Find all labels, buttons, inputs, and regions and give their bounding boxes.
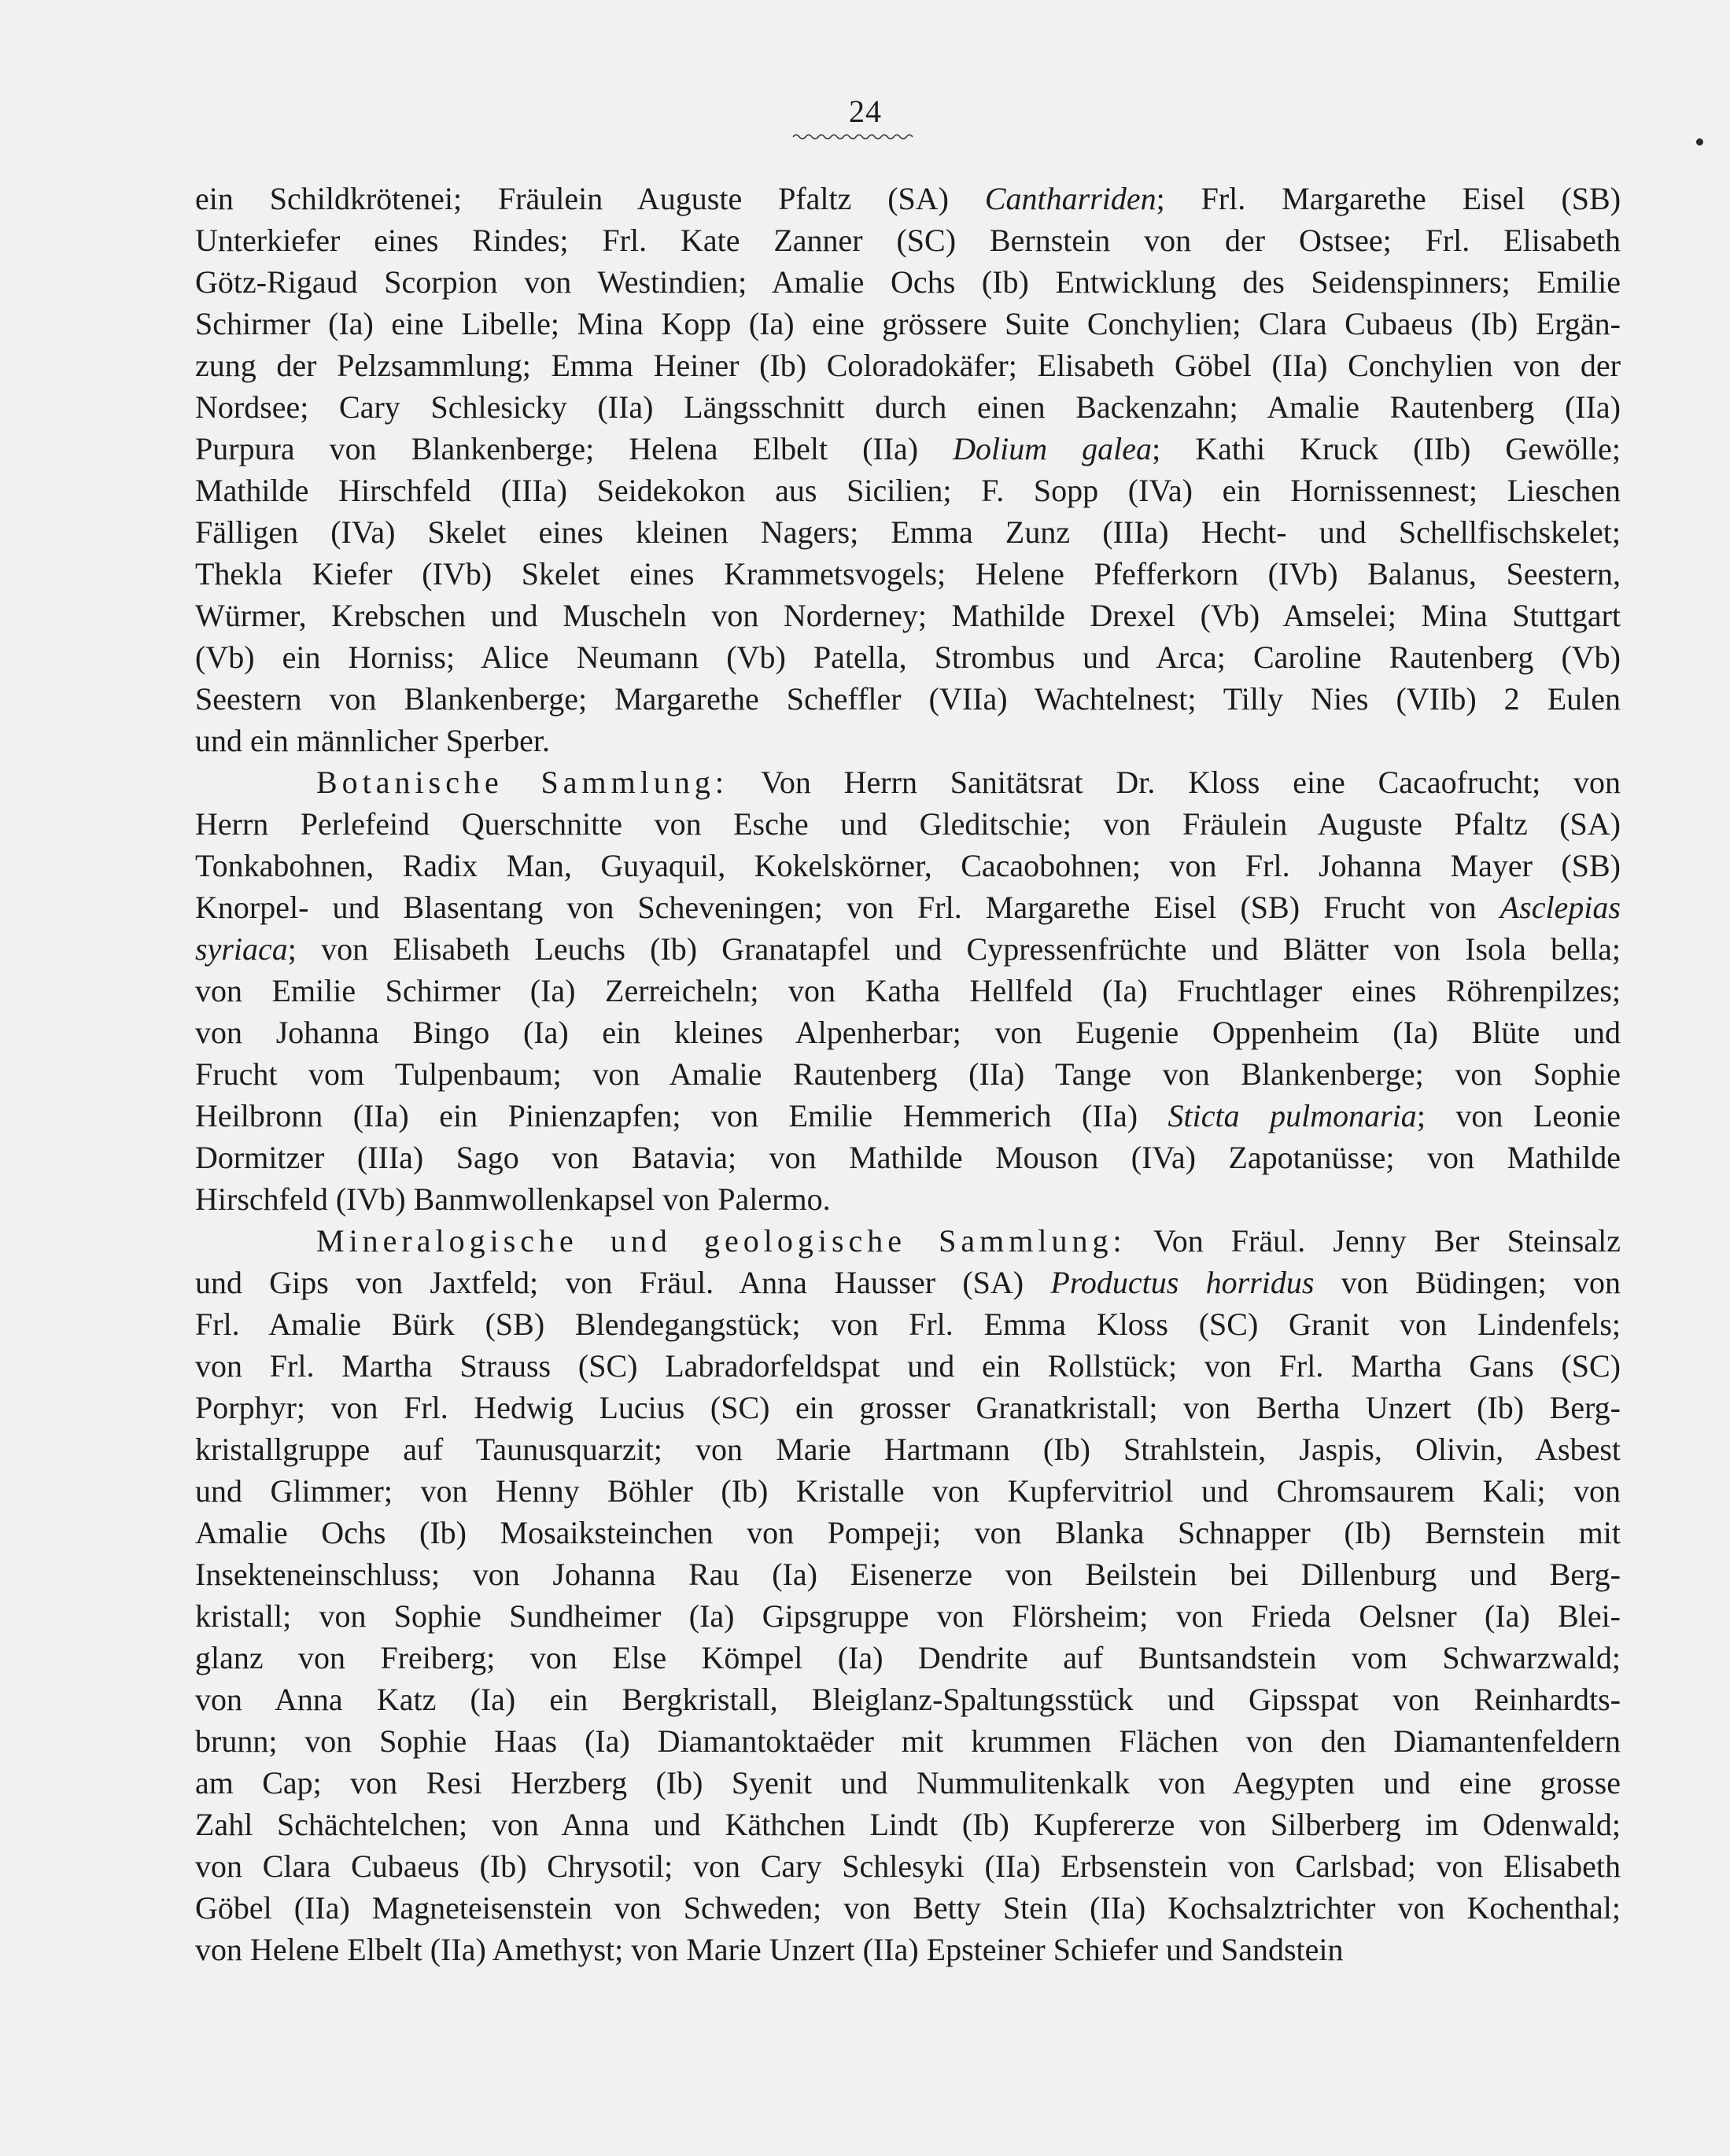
text-run: Würmer, Krebschen und Muscheln von Norderney; Mathilde Drexel (Vb) Amselei; Mina Stuttgart: [195, 598, 1621, 633]
text-line: [195, 1762, 1621, 1804]
text-run: Hirschfeld (IVb) Banmwollenkapsel von Palermo.: [195, 1181, 831, 1217]
text-line: [195, 386, 1621, 428]
text-run: ; von Elisabeth Leuchs (Ib) Granatapfel und Cypressenfrüchte und Blätter von Isola bella;: [287, 931, 1621, 967]
text-run: von Johanna Bingo (Ia) ein kleines Alpenherbar; von Eugenie Oppenheim (Ia) Blüte und: [195, 1015, 1621, 1050]
text-run: Schirmer (Ia) eine Libelle; Mina Kopp (Ia) eine grössere Suite Conchylien; Clara Cubaeus (Ib) Ergän-: [195, 306, 1621, 341]
text-run: Purpura von Blankenberge; Helena Elbelt (IIa): [195, 431, 954, 466]
text-line: [195, 219, 1621, 261]
text-run: kristallgruppe auf Taunusquarzit; von Marie Hartmann (Ib) Strahlstein, Jaspis, Olivin, Asbest: [195, 1432, 1621, 1467]
text-run: Unterkiefer eines Rindes; Frl. Kate Zanner (SC) Bernstein von der Ostsee; Frl. Elisabeth: [195, 223, 1621, 258]
text-line: [195, 1679, 1621, 1720]
text-line: [195, 1887, 1621, 1929]
text-run: Von Fräul. Jenny Ber Steinsalz: [1126, 1223, 1621, 1259]
text-run: Herrn Perlefeind Querschnitte von Esche und Gleditschie; von Fräulein Auguste Pfaltz (SA): [195, 806, 1621, 842]
text-line: [195, 261, 1621, 303]
text-line: [195, 970, 1621, 1012]
section-heading: Botanische Sammlung:: [316, 765, 729, 800]
italic-term: Cantharriden: [984, 181, 1156, 216]
text-run: Thekla Kiefer (IVb) Skelet eines Krammetsvogels; Helene Pfefferkorn (IVb) Balanus, Seestern,: [195, 556, 1621, 592]
text-line: [195, 1095, 1621, 1137]
italic-term: Sticta pulmonaria: [1167, 1098, 1417, 1133]
text-line: [195, 303, 1621, 345]
text-run: Dormitzer (IIIa) Sago von Batavia; von Mathilde Mouson (IVa) Zapotanüsse; von Mathilde: [195, 1140, 1621, 1175]
italic-term: Asclepias: [1499, 890, 1621, 925]
text-line: [195, 1595, 1621, 1637]
text-run: Porphyr; von Frl. Hedwig Lucius (SC) ein grosser Granatkristall; von Bertha Unzert (Ib) Berg-: [195, 1390, 1621, 1425]
italic-term: syriaca: [195, 931, 288, 967]
italic-term: Dolium galea: [953, 431, 1153, 466]
text-line: [195, 928, 1621, 970]
page-number-ornament: [793, 132, 913, 142]
text-line: [195, 470, 1621, 511]
text-run: Frl. Amalie Bürk (SB) Blendegangstück; von Frl. Emma Kloss (SC) Granit von Lindenfels;: [195, 1306, 1621, 1342]
text-run: glanz von Freiberg; von Else Kömpel (Ia) Dendrite auf Buntsandstein vom Schwarzwald;: [195, 1640, 1621, 1675]
text-line: [195, 345, 1621, 386]
text-run: und Gips von Jaxtfeld; von Fräul. Anna Hausser (SA): [195, 1265, 1051, 1300]
italic-term: Productus horridus: [1050, 1265, 1315, 1300]
text-run: von Büdingen; von: [1314, 1265, 1621, 1300]
body-text: [195, 178, 1621, 1970]
text-run: Mathilde Hirschfeld (IIIa) Seidekokon aus Sicilien; F. Sopp (IVa) ein Hornissennest; Lieschen: [195, 473, 1621, 508]
text-line: [195, 886, 1621, 928]
text-line: [195, 1345, 1621, 1387]
text-run: und Glimmer; von Henny Böhler (Ib) Kristalle von Kupfervitriol und Chromsaurem Kali; von: [195, 1473, 1621, 1509]
text-run: von Helene Elbelt (IIa) Amethyst; von Marie Unzert (IIa) Epsteiner Schiefer und Sandstein: [195, 1932, 1344, 1967]
text-line: [195, 803, 1621, 845]
text-run: Knorpel- und Blasentang von Scheveningen; von Frl. Margarethe Eisel (SB) Frucht von: [195, 890, 1500, 925]
text-run: Heilbronn (IIa) ein Pinienzapfen; von Emilie Hemmerich (IIa): [195, 1098, 1168, 1133]
text-run: und ein männlicher Sperber.: [195, 723, 550, 758]
text-line: [195, 1220, 1621, 1262]
text-line: [195, 1845, 1621, 1887]
text-line: [195, 1929, 1621, 1970]
text-run: Amalie Ochs (Ib) Mosaiksteinchen von Pompeji; von Blanka Schnapper (Ib) Bernstein mit: [195, 1515, 1621, 1550]
text-line: [195, 1720, 1621, 1762]
text-line: [195, 1053, 1621, 1095]
print-speck: [1696, 138, 1703, 146]
text-line: [195, 1637, 1621, 1679]
text-line: [195, 1428, 1621, 1470]
text-run: von Frl. Martha Strauss (SC) Labradorfeldspat und ein Rollstück; von Frl. Martha Gans (SC): [195, 1348, 1621, 1384]
text-line: [195, 511, 1621, 553]
text-line: [195, 1262, 1621, 1303]
text-run: Zahl Schächtelchen; von Anna und Käthchen Lindt (Ib) Kupfererze von Silberberg im Odenwald;: [195, 1807, 1621, 1842]
text-line: [195, 1303, 1621, 1345]
text-line: [195, 178, 1621, 219]
text-line: [195, 553, 1621, 595]
text-run: ; von Leonie: [1416, 1098, 1621, 1133]
text-run: brunn; von Sophie Haas (Ia) Diamantoktaëder mit krummen Flächen von den Diamantenfeldern: [195, 1723, 1621, 1759]
page-number: 24: [849, 94, 882, 129]
text-run: Göbel (IIa) Magneteisenstein von Schweden; von Betty Stein (IIa) Kochsalztrichter von Kochenthal;: [195, 1890, 1621, 1926]
text-line: [195, 1512, 1621, 1553]
text-line: [195, 1137, 1621, 1178]
text-run: kristall; von Sophie Sundheimer (Ia) Gipsgruppe von Flörsheim; von Frieda Oelsner (Ia) Blei-: [195, 1598, 1621, 1634]
text-run: Insekteneinschluss; von Johanna Rau (Ia) Eisenerze von Beilstein bei Dillenburg und Berg-: [195, 1557, 1621, 1592]
text-run: Fälligen (IVa) Skelet eines kleinen Nagers; Emma Zunz (IIIa) Hecht- und Schellfischskelet;: [195, 514, 1621, 550]
section-heading: Mineralogische und geologische Sammlung:: [316, 1223, 1127, 1259]
text-run: ; Frl. Margarethe Eisel (SB): [1156, 181, 1621, 216]
text-line: [195, 428, 1621, 470]
text-line: [195, 595, 1621, 636]
text-line: [195, 636, 1621, 678]
paragraph: [195, 178, 1621, 761]
text-line: [195, 1470, 1621, 1512]
paragraph: [195, 761, 1621, 1220]
text-run: (Vb) ein Horniss; Alice Neumann (Vb) Patella, Strombus und Arca; Caroline Rautenberg (Vb): [195, 639, 1621, 675]
paragraph: [195, 1220, 1621, 1970]
text-run: Von Herrn Sanitätsrat Dr. Kloss eine Cacaofrucht; von: [729, 765, 1621, 800]
text-line: [195, 1804, 1621, 1845]
text-run: am Cap; von Resi Herzberg (Ib) Syenit und Nummulitenkalk von Aegypten und eine grosse: [195, 1765, 1621, 1800]
text-run: Götz-Rigaud Scorpion von Westindien; Amalie Ochs (Ib) Entwicklung des Seidenspinners; Emilie: [195, 264, 1621, 300]
text-line: [195, 1553, 1621, 1595]
text-line: [195, 678, 1621, 720]
text-line: [195, 761, 1621, 803]
text-run: Nordsee; Cary Schlesicky (IIa) Längsschnitt durch einen Backenzahn; Amalie Rautenberg (IIa): [195, 389, 1621, 425]
text-run: von Clara Cubaeus (Ib) Chrysotil; von Cary Schlesyki (IIa) Erbsenstein von Carlsbad; von Elisabeth: [195, 1848, 1621, 1884]
text-line: [195, 1178, 1621, 1220]
text-run: ein Schildkrötenei; Fräulein Auguste Pfaltz (SA): [195, 181, 985, 216]
text-run: von Anna Katz (Ia) ein Bergkristall, Bleiglanz-Spaltungsstück und Gipsspat von Reinhardts-: [195, 1682, 1621, 1717]
text-run: ; Kathi Kruck (IIb) Gewölle;: [1152, 431, 1621, 466]
text-line: [195, 720, 1621, 761]
text-run: Tonkabohnen, Radix Man, Guyaquil, Kokelskörner, Cacaobohnen; von Frl. Johanna Mayer (SB): [195, 848, 1621, 883]
text-run: von Emilie Schirmer (Ia) Zerreicheln; von Katha Hellfeld (Ia) Fruchtlager eines Röhrenpilzes;: [195, 973, 1621, 1008]
text-run: Frucht vom Tulpenbaum; von Amalie Rautenberg (IIa) Tange von Blankenberge; von Sophie: [195, 1056, 1621, 1092]
text-line: [195, 845, 1621, 886]
text-line: [195, 1387, 1621, 1428]
text-run: zung der Pelzsammlung; Emma Heiner (Ib) Coloradokäfer; Elisabeth Göbel (IIa) Conchylien von der: [195, 348, 1621, 383]
text-run: Seestern von Blankenberge; Margarethe Scheffler (VIIa) Wachtelnest; Tilly Nies (VIIb) 2 Eulen: [195, 681, 1621, 717]
text-line: [195, 1012, 1621, 1053]
